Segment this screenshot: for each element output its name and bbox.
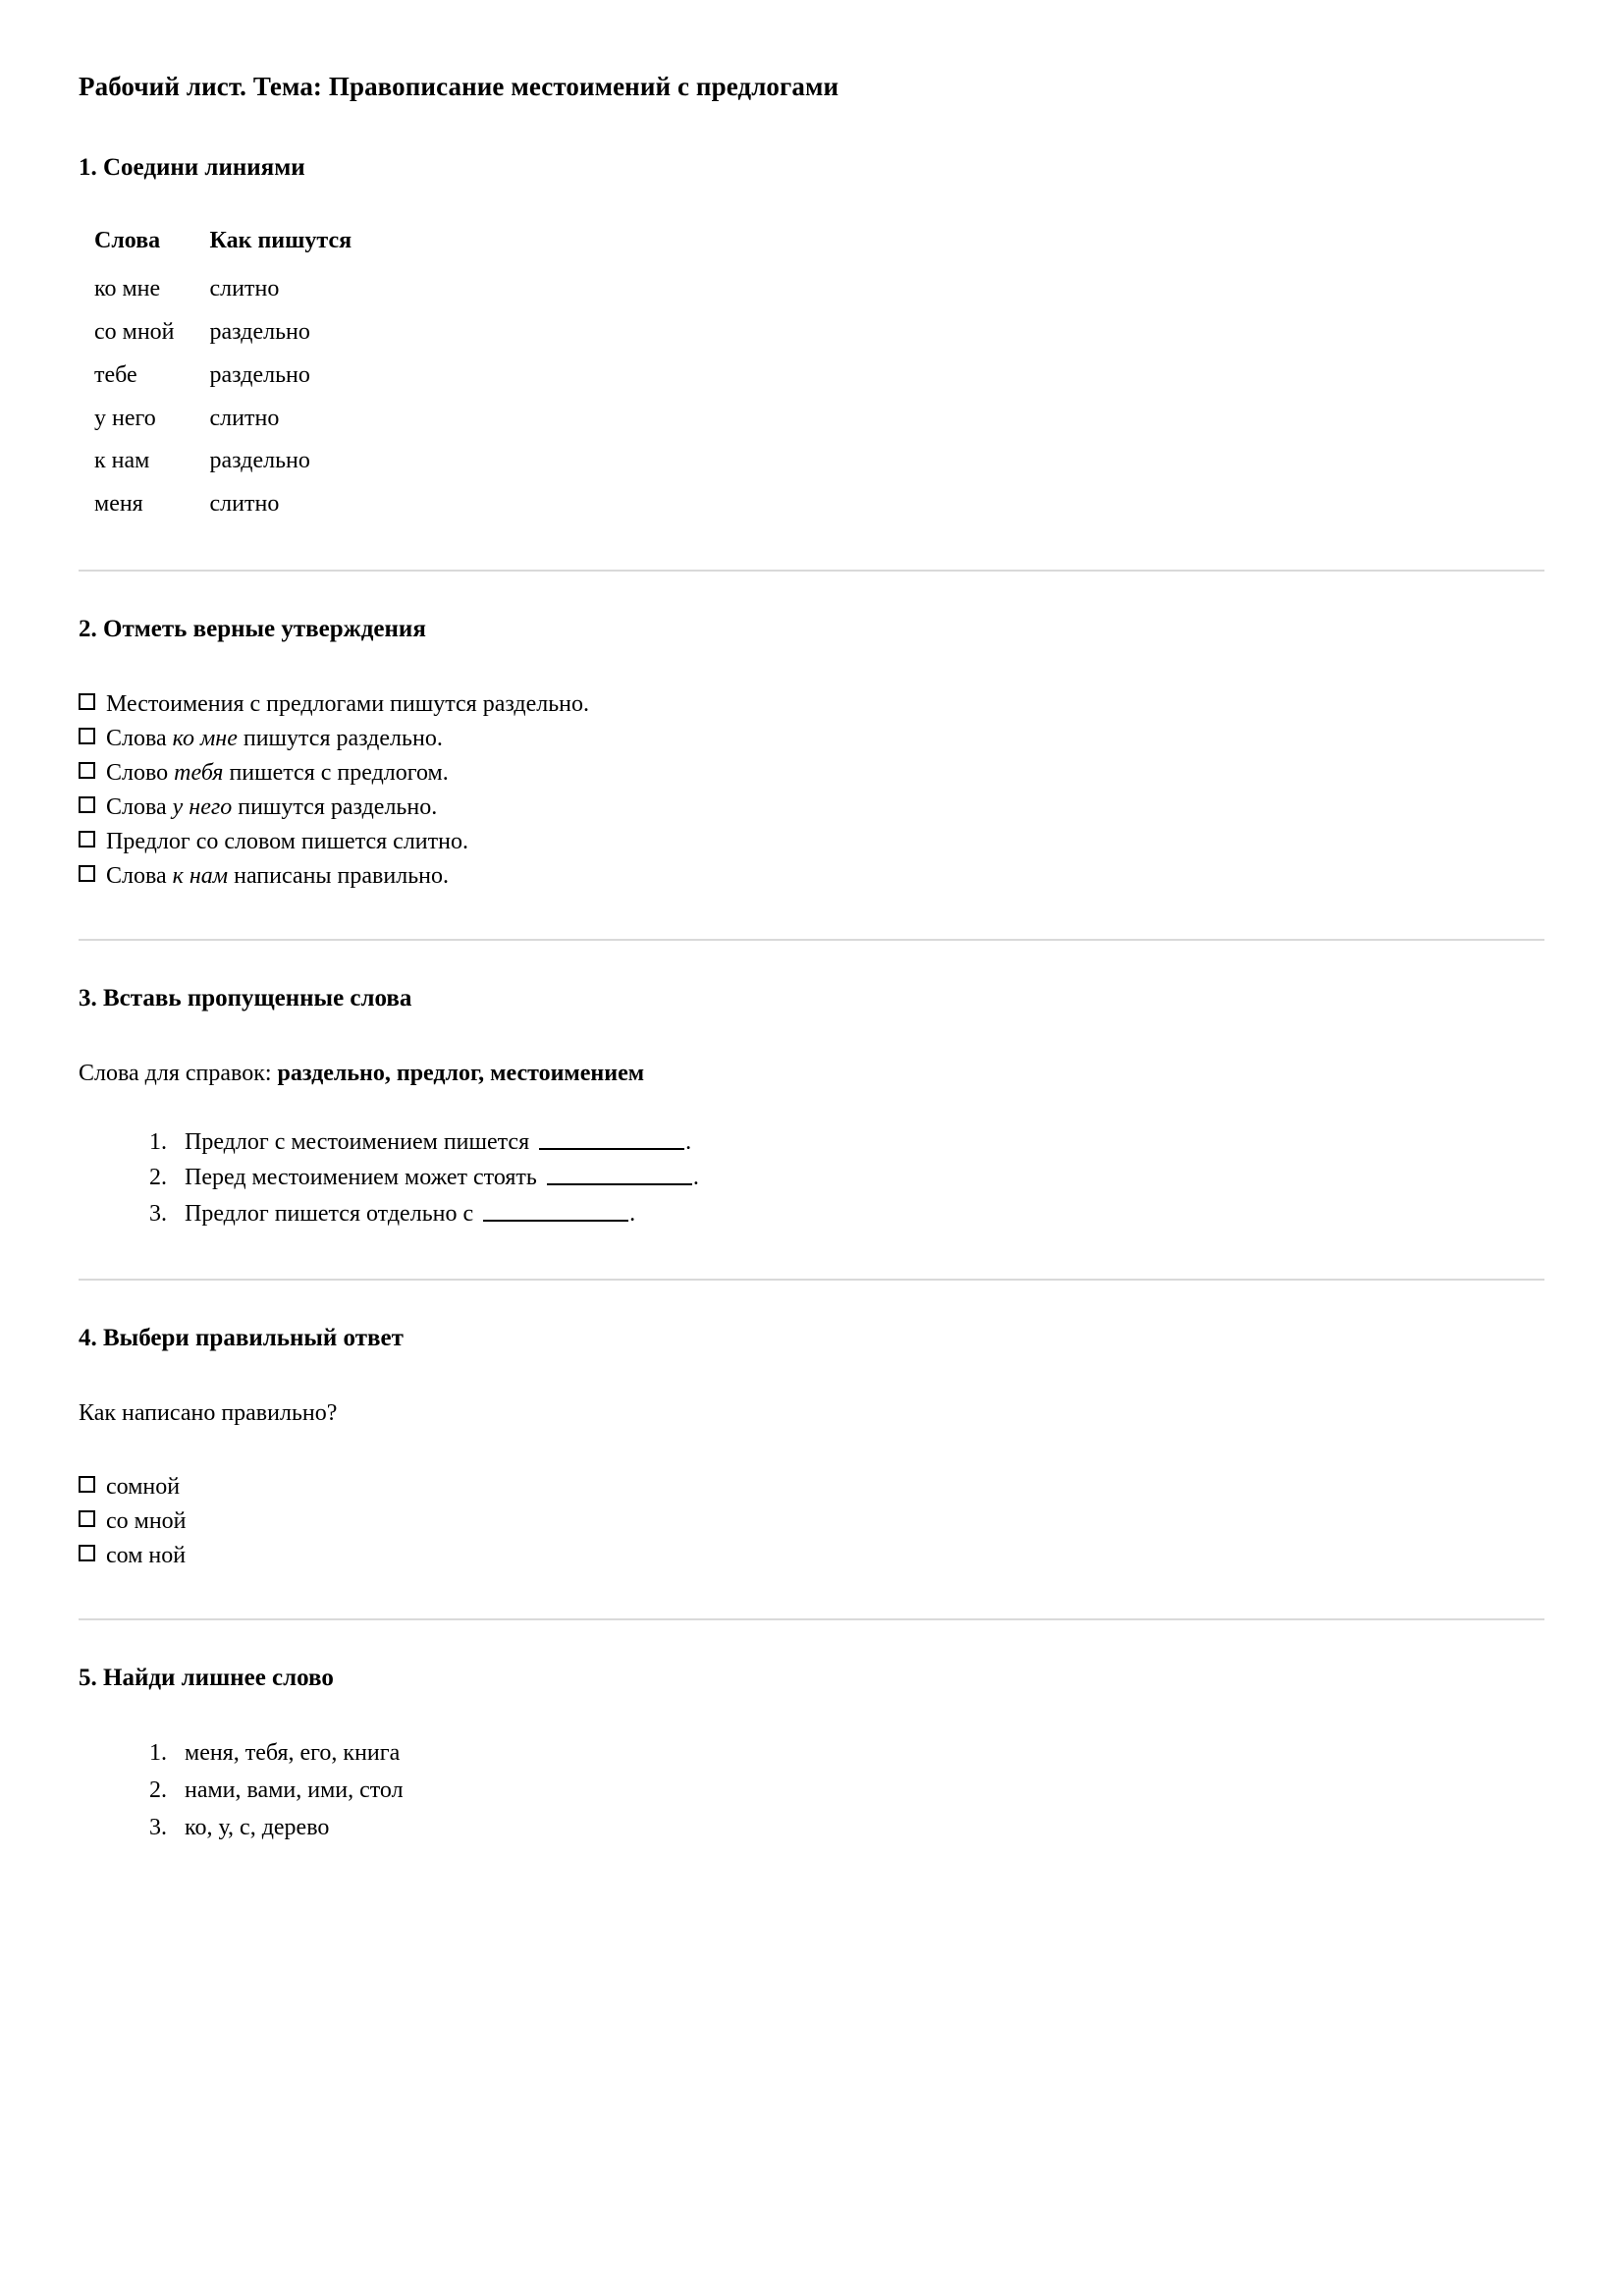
cell-word[interactable]: ко мне xyxy=(94,276,161,302)
table-row[interactable] xyxy=(84,398,377,441)
statement-text-emphasis: к нам xyxy=(172,863,229,890)
blank-sentence-pre: Перед местоимением может стоять xyxy=(185,1165,543,1191)
cell-word[interactable]: у него xyxy=(94,405,156,431)
list-item[interactable] xyxy=(79,1472,1544,1506)
answer-options-list xyxy=(79,1472,1544,1575)
cell-howto[interactable]: раздельно xyxy=(209,361,310,388)
section5-heading: 5. Найди лишнее слово xyxy=(79,1665,334,1692)
checkbox-icon[interactable] xyxy=(79,1510,95,1527)
table-row[interactable] xyxy=(84,268,377,311)
checkbox-icon[interactable] xyxy=(79,693,95,710)
option-label: со мной xyxy=(106,1508,187,1534)
statement-text-pre: Слова xyxy=(106,725,173,751)
list-item[interactable] xyxy=(79,1506,1544,1541)
checkbox-icon[interactable] xyxy=(79,865,95,882)
section-match-lines xyxy=(79,153,1544,525)
section1-heading: 1. Соедини линиями xyxy=(79,154,305,182)
checkbox-icon[interactable] xyxy=(79,762,95,779)
list-item[interactable]: 2. нами, вами, ими, стол xyxy=(173,1776,1544,1813)
statement-checkbox-list xyxy=(79,689,1544,897)
checkbox-icon[interactable] xyxy=(79,1476,95,1493)
reference-label: Слова для справок: xyxy=(79,1061,278,1087)
list-item[interactable] xyxy=(79,724,1544,758)
list-item[interactable] xyxy=(79,793,1544,827)
section-find-odd-word xyxy=(79,1664,1544,1849)
cell-howto[interactable]: раздельно xyxy=(209,448,310,474)
page-title: Рабочий лист. Тема: Правописание местоимений с предлогами xyxy=(79,72,839,101)
list-item xyxy=(173,1163,1544,1199)
statement-text-emphasis: тебя xyxy=(174,759,224,786)
list-item[interactable] xyxy=(79,758,1544,793)
option-label: сомной xyxy=(106,1473,181,1500)
cell-howto[interactable]: слитно xyxy=(209,490,280,517)
statement-text-post: пишется с предлогом. xyxy=(223,759,449,786)
match-table xyxy=(84,228,377,525)
cell-howto[interactable]: раздельно xyxy=(209,319,310,346)
column-header-howto: Как пишутся xyxy=(209,228,352,254)
reference-words-line xyxy=(79,1059,1544,1089)
table-row[interactable] xyxy=(84,440,377,483)
question-text: Как написано правильно? xyxy=(79,1399,338,1426)
cell-word[interactable]: меня xyxy=(94,490,143,517)
list-item[interactable] xyxy=(79,689,1544,724)
statement-text-pre: Слово xyxy=(106,759,175,786)
blank-input-line[interactable] xyxy=(539,1148,684,1150)
cell-howto[interactable]: слитно xyxy=(209,276,280,302)
cell-word[interactable]: со мной xyxy=(94,319,175,346)
section-divider xyxy=(79,1279,1544,1281)
table-header-row xyxy=(84,228,377,268)
statement-text-post: написаны правильно. xyxy=(228,863,449,890)
section-choose-answer xyxy=(79,1324,1544,1576)
section-divider xyxy=(79,939,1544,941)
blank-sentence-post: . xyxy=(692,1165,699,1191)
blank-sentence-post: . xyxy=(629,1200,636,1227)
section-divider xyxy=(79,1618,1544,1620)
column-header-words: Слова xyxy=(94,228,161,254)
list-item[interactable]: 3. ко, у, с, дерево xyxy=(173,1813,1544,1850)
statement-text-pre: Местоимения с предлогами пишутся раздельно. xyxy=(106,690,590,717)
blank-sentence-post: . xyxy=(685,1128,692,1155)
list-item[interactable] xyxy=(79,861,1544,896)
section-fill-blanks xyxy=(79,984,1544,1234)
list-item[interactable]: 1. меня, тебя, его, книга xyxy=(173,1738,1544,1776)
blank-input-line[interactable] xyxy=(547,1183,692,1185)
section2-heading: 2. Отметь верные утверждения xyxy=(79,615,426,642)
list-item[interactable] xyxy=(79,827,1544,861)
cell-word[interactable]: к нам xyxy=(94,448,150,474)
reference-words: раздельно, предлог, местоимением xyxy=(277,1061,645,1087)
table-row[interactable] xyxy=(84,311,377,355)
checkbox-icon[interactable] xyxy=(79,1545,95,1561)
section3-heading: 3. Вставь пропущенные слова xyxy=(79,985,412,1012)
odd-word-list xyxy=(79,1738,1544,1849)
blank-input-line[interactable] xyxy=(483,1220,628,1222)
section4-heading: 4. Выбери правильный ответ xyxy=(79,1324,404,1351)
checkbox-icon[interactable] xyxy=(79,831,95,847)
fill-blank-list xyxy=(79,1127,1544,1235)
list-item[interactable] xyxy=(79,1541,1544,1575)
statement-text-pre: Предлог со словом пишется слитно. xyxy=(106,829,468,855)
section-divider xyxy=(79,570,1544,572)
table-row[interactable] xyxy=(84,355,377,398)
section-true-statements xyxy=(79,615,1544,897)
statement-text-emphasis: ко мне xyxy=(172,725,238,751)
checkbox-icon[interactable] xyxy=(79,796,95,813)
cell-word[interactable]: тебе xyxy=(94,361,137,388)
statement-text-pre: Слова xyxy=(106,863,173,890)
list-item xyxy=(173,1199,1544,1235)
blank-sentence-pre: Предлог пишется отдельно с xyxy=(185,1200,480,1227)
blank-sentence-pre: Предлог с местоимением пишется xyxy=(185,1128,536,1155)
table-row[interactable] xyxy=(84,483,377,526)
statement-text-post: пишутся раздельно. xyxy=(237,725,443,751)
statement-text-emphasis: у него xyxy=(172,794,233,821)
checkbox-icon[interactable] xyxy=(79,728,95,744)
statement-text-post: пишутся раздельно. xyxy=(232,794,438,821)
option-label: сом ной xyxy=(106,1543,187,1569)
cell-howto[interactable]: слитно xyxy=(209,405,280,431)
statement-text-pre: Слова xyxy=(106,794,173,821)
list-item xyxy=(173,1127,1544,1164)
